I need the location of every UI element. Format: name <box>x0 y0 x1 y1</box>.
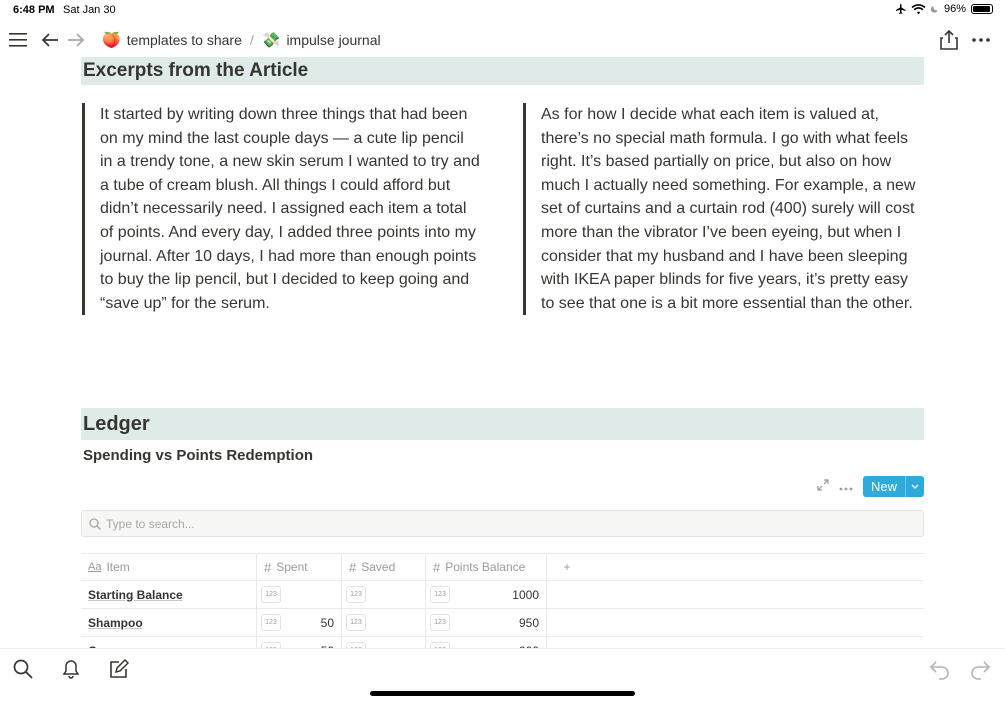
cell-saved[interactable] <box>342 609 426 636</box>
number-badge: 123 <box>261 586 281 603</box>
table-row[interactable] <box>81 609 924 637</box>
moon-icon <box>930 4 939 14</box>
number-badge: 123 <box>430 614 450 631</box>
column-header-spent[interactable] <box>257 554 342 580</box>
number-badge: 123 <box>430 586 450 603</box>
redo-icon[interactable] <box>969 658 991 680</box>
column-header-points[interactable] <box>426 554 547 580</box>
cell-item[interactable] <box>81 609 257 636</box>
cell-value: 50 <box>320 615 334 630</box>
money-icon: 💸 <box>261 32 281 49</box>
battery-percent: 96% <box>943 3 966 15</box>
search-input[interactable] <box>106 517 806 531</box>
share-icon[interactable] <box>939 30 959 50</box>
column-header-saved[interactable] <box>342 554 426 580</box>
cell-empty <box>547 609 587 636</box>
cell-spent[interactable] <box>257 609 342 636</box>
ledger-heading: Ledger <box>81 408 924 440</box>
battery-icon <box>971 4 993 14</box>
number-badge: 123 <box>346 614 366 631</box>
battery-fill <box>973 6 990 12</box>
search-bar[interactable] <box>81 510 924 537</box>
add-column-button[interactable]: + <box>563 560 571 574</box>
chevron-down-icon[interactable] <box>905 476 924 497</box>
column-header-item[interactable] <box>81 554 257 580</box>
more-icon[interactable] <box>971 30 991 50</box>
text-type-icon: Aa <box>88 561 102 573</box>
peach-icon: 🍑 <box>102 32 121 49</box>
page-content <box>0 56 1005 648</box>
breadcrumb-templates[interactable]: templates to share <box>126 32 242 48</box>
status-right <box>895 3 993 15</box>
bell-icon[interactable] <box>60 658 82 680</box>
home-indicator[interactable] <box>370 691 635 696</box>
cell-empty <box>547 581 587 608</box>
compose-icon[interactable] <box>108 658 130 680</box>
column-label: Points Balance <box>445 560 526 574</box>
column-label: Spent <box>276 560 308 574</box>
cell-value: 950 <box>518 615 539 630</box>
number-type-icon: # <box>349 559 357 575</box>
table-row[interactable] <box>81 581 924 609</box>
search-icon[interactable] <box>12 658 34 680</box>
breadcrumb-separator: / <box>249 32 254 48</box>
top-nav <box>0 22 1005 56</box>
column-label: Saved <box>361 560 396 574</box>
cell-value: 1000 <box>512 587 539 602</box>
item-name[interactable]: Starting Balance <box>88 587 183 602</box>
number-badge: 123 <box>261 614 281 631</box>
breadcrumb-impulse-journal[interactable]: impulse journal <box>286 32 381 48</box>
number-type-icon: # <box>433 559 441 575</box>
excerpts-heading: Excerpts from the Article <box>81 57 924 85</box>
cell-points[interactable] <box>426 609 547 636</box>
cell-saved[interactable] <box>342 581 426 608</box>
search-icon <box>89 518 101 530</box>
quote-block: As for how I decide what each item is valued at, there’s no special math formula. I go with what feels right. It’s based partially on price, but also on how much I actually need something. For example, a new set of curtains and a curtain rod (400) surely will cost more than the vibrator I’ve been eyeing, but when I consider that my husband and I have been sleeping with IKEA paper blinds for five years, it’s pretty easy to see that one is a bit more essential than the other. <box>523 103 923 315</box>
cell-spent[interactable] <box>257 581 342 608</box>
new-button[interactable] <box>863 476 924 497</box>
quote-block: It started by writing down three things that had been on my mind the last couple days — a cute lip pencil in a trendy tone, a new skin serum I wanted to try and a tube of cream blush. All things I could afford but didn’t necessarily need. I assigned each item a total of points. And every day, I added three points into my journal. After 10 days, I had more than enough points to buy the lip pencil, but I decided to keep going and “save up” for the serum. <box>82 103 480 315</box>
status-time: 6:48 PM <box>13 4 55 16</box>
new-button-label[interactable]: New <box>870 479 897 494</box>
more-icon[interactable] <box>839 478 853 496</box>
breadcrumb <box>102 31 381 49</box>
status-bar <box>0 0 1005 20</box>
cell-item[interactable] <box>81 581 257 608</box>
column-label: Item <box>106 560 130 574</box>
number-badge: 123 <box>346 586 366 603</box>
hamburger-icon[interactable] <box>8 30 28 50</box>
table-header <box>81 553 924 581</box>
expand-icon[interactable] <box>817 478 829 496</box>
undo-icon[interactable] <box>929 658 951 680</box>
status-date: Sat Jan 30 <box>63 4 116 16</box>
item-name[interactable]: Shampoo <box>88 615 143 630</box>
database-toolbar <box>817 476 924 497</box>
forward-arrow-icon[interactable] <box>66 30 86 50</box>
number-type-icon: # <box>264 559 272 575</box>
wifi-icon <box>912 4 925 15</box>
bottom-toolbar <box>0 648 1005 702</box>
airplane-icon <box>895 3 907 15</box>
back-arrow-icon[interactable] <box>40 30 60 50</box>
cell-points[interactable] <box>426 581 547 608</box>
database-title[interactable]: Spending vs Points Redemption <box>83 447 314 464</box>
